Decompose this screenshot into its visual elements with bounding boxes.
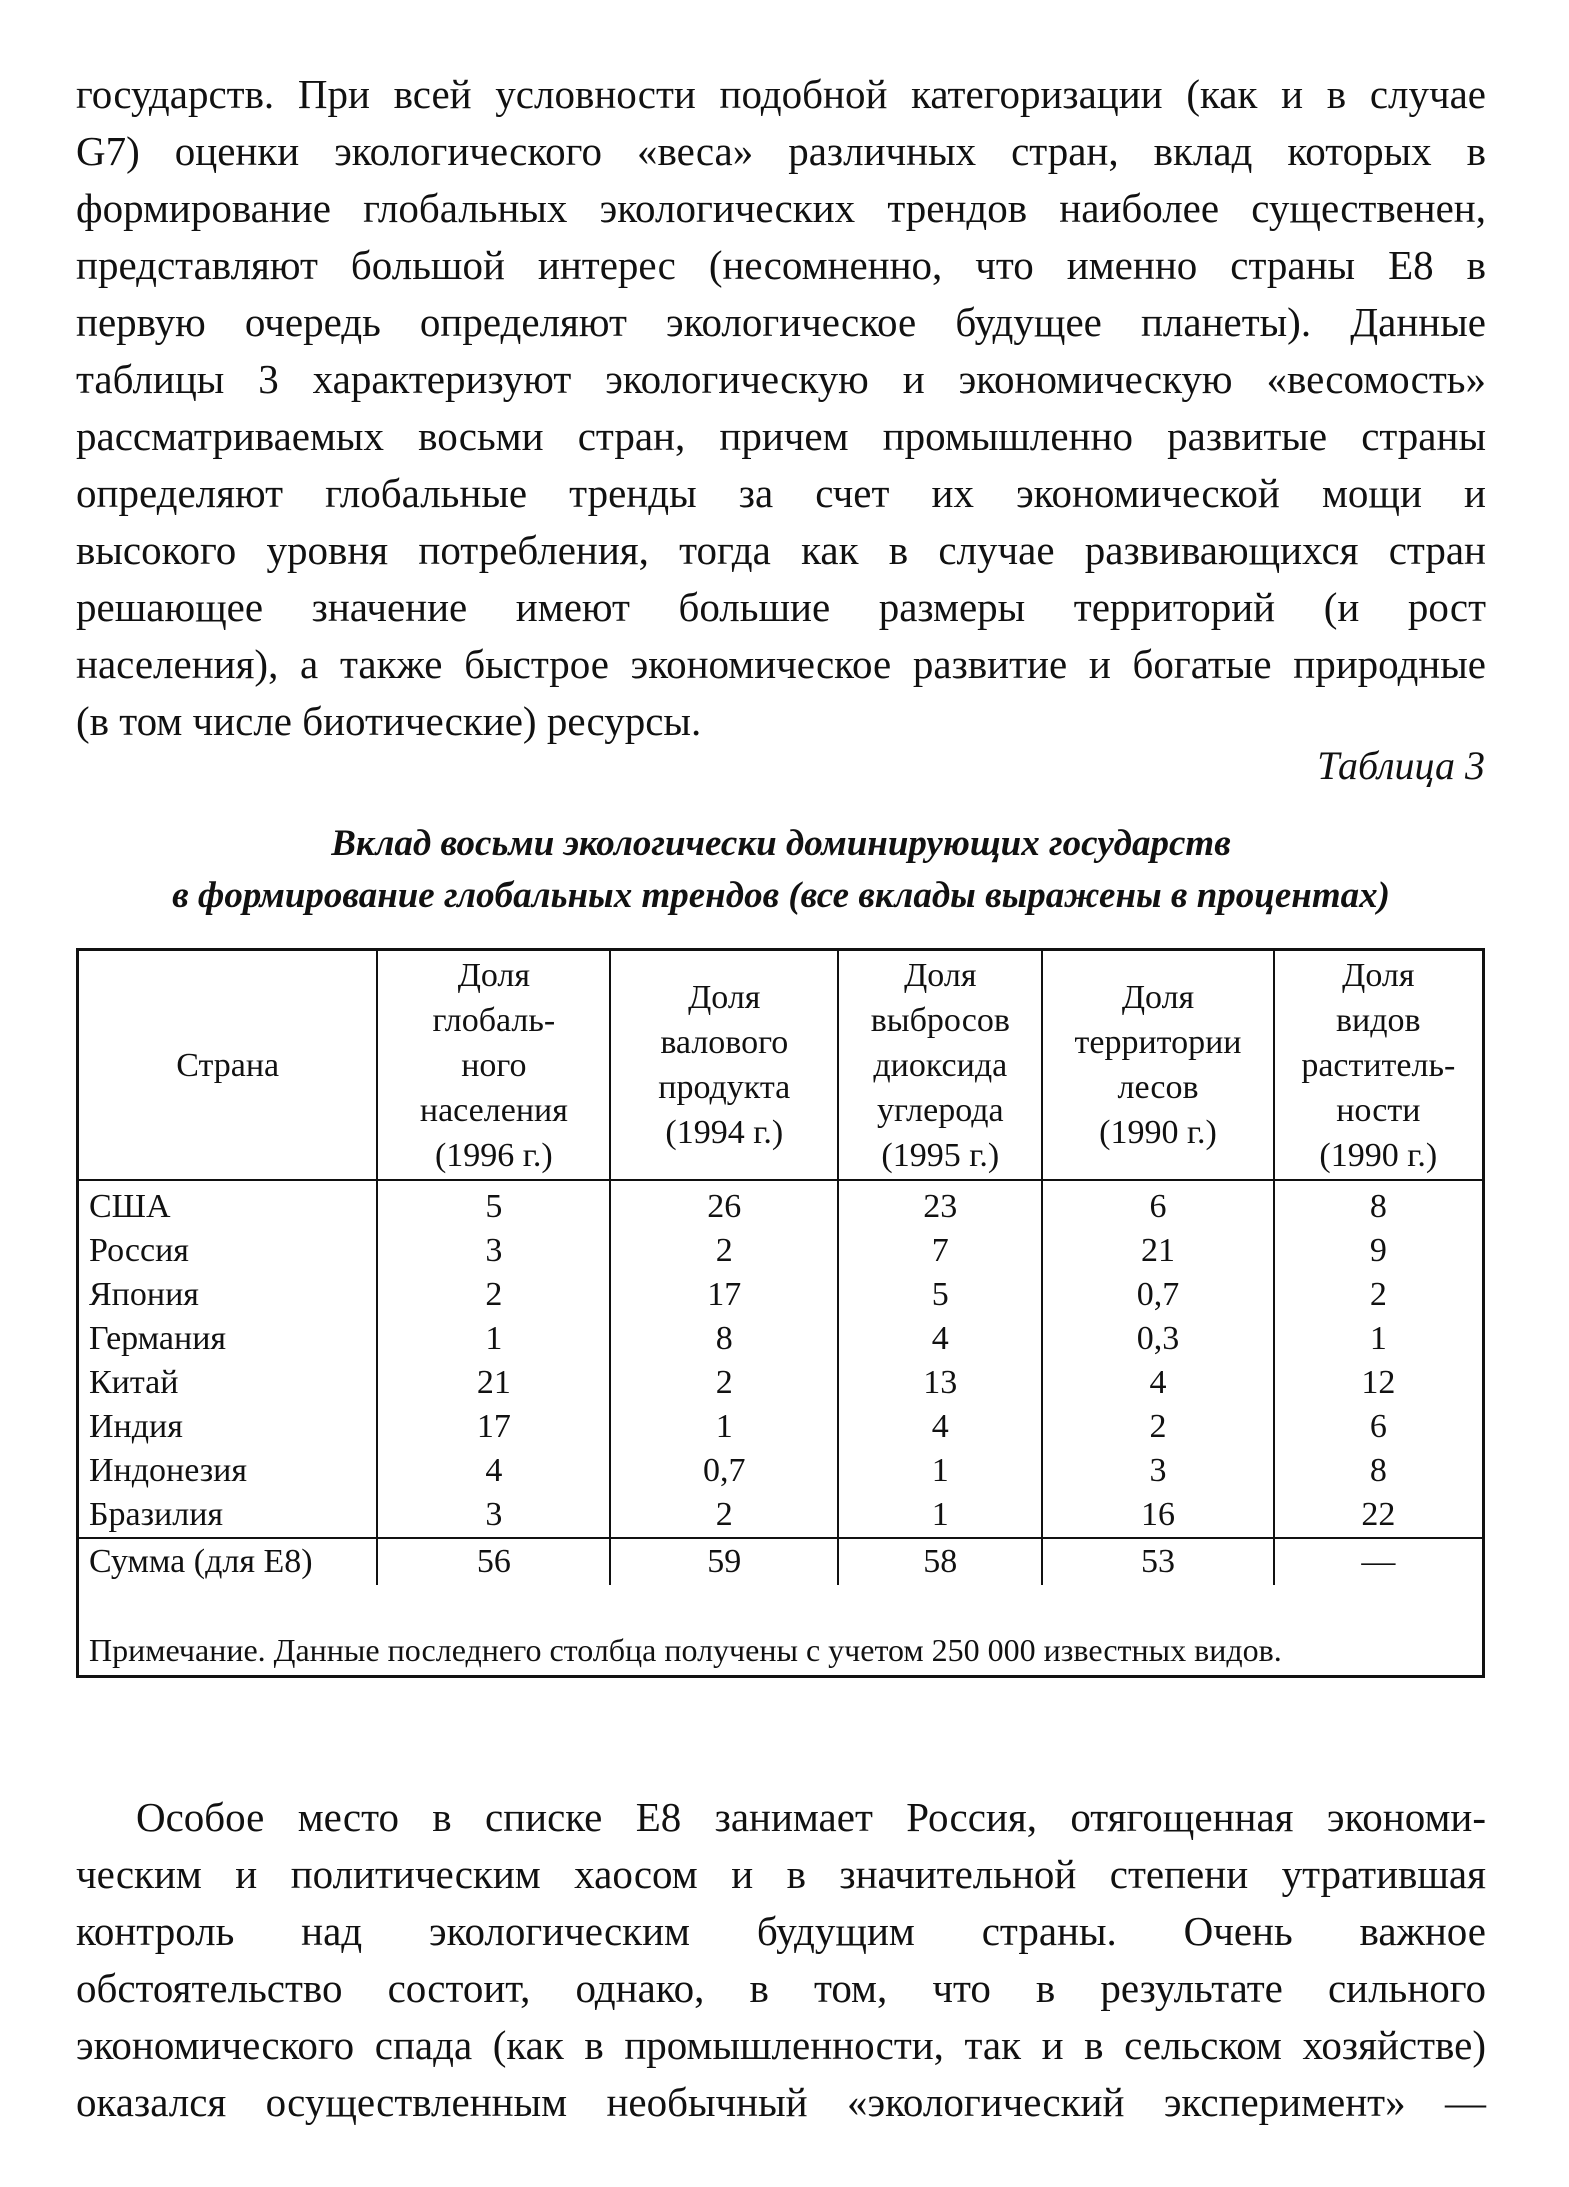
cell-country: Бразилия xyxy=(89,1496,224,1533)
paragraph-russia xyxy=(76,1789,1486,2131)
cell-gross-product: 1 xyxy=(610,1405,838,1449)
cell-co2: 1 xyxy=(838,1449,1042,1493)
cell-co2: 5 xyxy=(838,1273,1042,1317)
cell-co2: 13 xyxy=(838,1361,1042,1405)
text-line: рассматриваемых восьми стран, причем промышленно развитые страны xyxy=(76,413,1486,459)
cell-population: 1 xyxy=(377,1317,610,1361)
sum-cell-forest: 53 xyxy=(1042,1538,1273,1585)
table-row xyxy=(79,1493,1482,1538)
cell-co2: 7 xyxy=(838,1229,1042,1273)
table-row xyxy=(79,1229,1482,1273)
text-line: решающее значение имеют большие размеры территорий (и рост xyxy=(76,584,1486,630)
text-line: представляют большой интерес (несомненно, что именно страны Е8 в xyxy=(76,242,1486,288)
cell-gross-product: 2 xyxy=(610,1493,838,1538)
header-line: (1994 г.) xyxy=(665,1114,784,1151)
header-line: лесов xyxy=(1117,1069,1199,1106)
header-line: диоксида xyxy=(873,1046,1008,1084)
cell-gross-product: 8 xyxy=(610,1317,838,1361)
paragraph-intro xyxy=(76,66,1486,750)
text-line: обстоятельство состоит, однако, в том, что в результате сильного xyxy=(76,1965,1486,2011)
cell-gross-product: 2 xyxy=(610,1361,838,1405)
header-line: территории xyxy=(1074,1024,1242,1061)
text-line: таблицы 3 характеризуют экологическую и экономическую «весомость» xyxy=(76,356,1486,402)
header-line: ного xyxy=(461,1046,527,1084)
text-line: высокого уровня потребления, тогда как в случае развивающихся стран xyxy=(76,527,1486,573)
text-line: государств. При всей условности подобной категоризации (как и в случае xyxy=(76,71,1486,117)
cell-gross-product: 26 xyxy=(610,1180,838,1229)
cell-gross-product: 2 xyxy=(610,1229,838,1273)
header-forest-area xyxy=(1042,951,1273,1180)
text-line: населения), а также быстрое экономическое развитие и богатые природные xyxy=(76,641,1486,687)
header-line: валового xyxy=(660,1024,789,1061)
header-line: (1995 г.) xyxy=(881,1136,1000,1174)
table-note: Примечание. Данные последнего столбца получены с учетом 250 000 известных видов. xyxy=(89,1632,1282,1668)
cell-gross-product: 17 xyxy=(610,1273,838,1317)
header-line: Доля xyxy=(1342,956,1415,994)
text-line: оказался осуществленным необычный «экологический эксперимент» — xyxy=(76,2079,1486,2125)
cell-country: Россия xyxy=(89,1232,189,1269)
table-row xyxy=(79,1317,1482,1361)
table-sum-row xyxy=(79,1538,1482,1585)
table-row xyxy=(79,1405,1482,1449)
cell-population: 3 xyxy=(377,1493,610,1538)
data-table xyxy=(79,951,1482,1585)
cell-population: 4 xyxy=(377,1449,610,1493)
header-line: видов xyxy=(1336,1001,1421,1039)
header-co2-emissions xyxy=(838,951,1042,1180)
header-line: Доля xyxy=(457,956,531,994)
cell-co2: 4 xyxy=(838,1317,1042,1361)
header-line: Страна xyxy=(176,1046,280,1084)
cell-co2: 4 xyxy=(838,1405,1042,1449)
header-line: Доля xyxy=(904,956,977,994)
header-line: (1990 г.) xyxy=(1099,1114,1217,1151)
sum-cell-country: Сумма (для Е8) xyxy=(79,1538,377,1585)
table-label: Таблица 3 xyxy=(1317,743,1485,788)
header-population xyxy=(377,951,610,1180)
sum-cell-co2: 58 xyxy=(838,1538,1042,1585)
header-country xyxy=(79,951,377,1180)
cell-population: 2 xyxy=(377,1273,610,1317)
cell-plant-species: 8 xyxy=(1274,1180,1482,1229)
header-line: продукта xyxy=(658,1069,791,1106)
text-line: G7) оценки экологического «веса» различных стран, вклад которых в xyxy=(76,128,1486,174)
text-line: формирование глобальных экологических трендов наиболее существенен, xyxy=(76,185,1486,231)
text-line: первую очередь определяют экологическое будущее планеты). Данные xyxy=(76,299,1486,345)
table-frame xyxy=(76,948,1485,1678)
cell-population: 17 xyxy=(377,1405,610,1449)
cell-country: США xyxy=(89,1188,171,1225)
header-line: глобаль- xyxy=(432,1001,556,1039)
sum-cell-gross-product: 59 xyxy=(610,1538,838,1585)
table-row xyxy=(79,1449,1482,1493)
text-line: Особое место в списке Е8 занимает Россия, отягощенная экономи- xyxy=(136,1794,1486,1840)
cell-population: 5 xyxy=(377,1180,610,1229)
cell-plant-species: 1 xyxy=(1274,1317,1482,1361)
caption-line: в формирование глобальных трендов (все вклады выражены в процентах) xyxy=(172,875,1390,916)
cell-plant-species: 8 xyxy=(1274,1449,1482,1493)
cell-plant-species: 6 xyxy=(1274,1405,1482,1449)
cell-country: Индонезия xyxy=(89,1452,248,1489)
header-line: раститель- xyxy=(1301,1046,1456,1084)
sum-cell-plant-species: — xyxy=(1274,1538,1482,1585)
cell-forest: 16 xyxy=(1042,1493,1273,1538)
header-line: (1996 г.) xyxy=(434,1136,553,1174)
text-line: контроль над экологическим будущим страны. Очень важное xyxy=(76,1908,1486,1954)
cell-forest: 0,7 xyxy=(1042,1273,1273,1317)
cell-co2: 1 xyxy=(838,1493,1042,1538)
table-row xyxy=(79,1273,1482,1317)
text-line: ческим и политическим хаосом и в значительной степени утратившая xyxy=(76,1851,1486,1897)
table-header-row xyxy=(79,951,1482,1180)
header-line: Доля xyxy=(1121,979,1195,1016)
table-row xyxy=(79,1180,1482,1229)
cell-plant-species: 9 xyxy=(1274,1229,1482,1273)
table-caption xyxy=(76,818,1486,922)
cell-forest: 4 xyxy=(1042,1361,1273,1405)
table-row xyxy=(79,1361,1482,1405)
caption-line: Вклад восьми экологически доминирующих государств xyxy=(331,823,1231,864)
cell-forest: 6 xyxy=(1042,1180,1273,1229)
header-line: Доля xyxy=(688,979,761,1016)
cell-forest: 3 xyxy=(1042,1449,1273,1493)
header-line: ности xyxy=(1336,1091,1421,1129)
cell-population: 21 xyxy=(377,1361,610,1405)
header-plant-species xyxy=(1274,951,1482,1180)
header-line: (1990 г.) xyxy=(1319,1136,1438,1174)
table-body xyxy=(79,1180,1482,1585)
cell-country: Индия xyxy=(89,1408,183,1445)
cell-country: Япония xyxy=(89,1276,199,1313)
cell-co2: 23 xyxy=(838,1180,1042,1229)
cell-plant-species: 12 xyxy=(1274,1361,1482,1405)
text-line: (в том числе биотические) ресурсы. xyxy=(76,698,702,744)
header-gross-product xyxy=(610,951,838,1180)
header-line: населения xyxy=(419,1091,568,1129)
header-line: углерода xyxy=(876,1091,1004,1129)
header-line: выбросов xyxy=(870,1001,1010,1039)
cell-plant-species: 2 xyxy=(1274,1273,1482,1317)
text-line: определяют глобальные тренды за счет их экономической мощи и xyxy=(76,470,1486,516)
cell-population: 3 xyxy=(377,1229,610,1273)
cell-country: Китай xyxy=(89,1364,179,1401)
sum-cell-population: 56 xyxy=(377,1538,610,1585)
text-line: экономического спада (как в промышленности, так и в сельском хозяйстве) xyxy=(76,2022,1486,2068)
cell-forest: 21 xyxy=(1042,1229,1273,1273)
cell-gross-product: 0,7 xyxy=(610,1449,838,1493)
cell-forest: 2 xyxy=(1042,1405,1273,1449)
cell-plant-species: 22 xyxy=(1274,1493,1482,1538)
cell-forest: 0,3 xyxy=(1042,1317,1273,1361)
cell-country: Германия xyxy=(89,1320,227,1357)
